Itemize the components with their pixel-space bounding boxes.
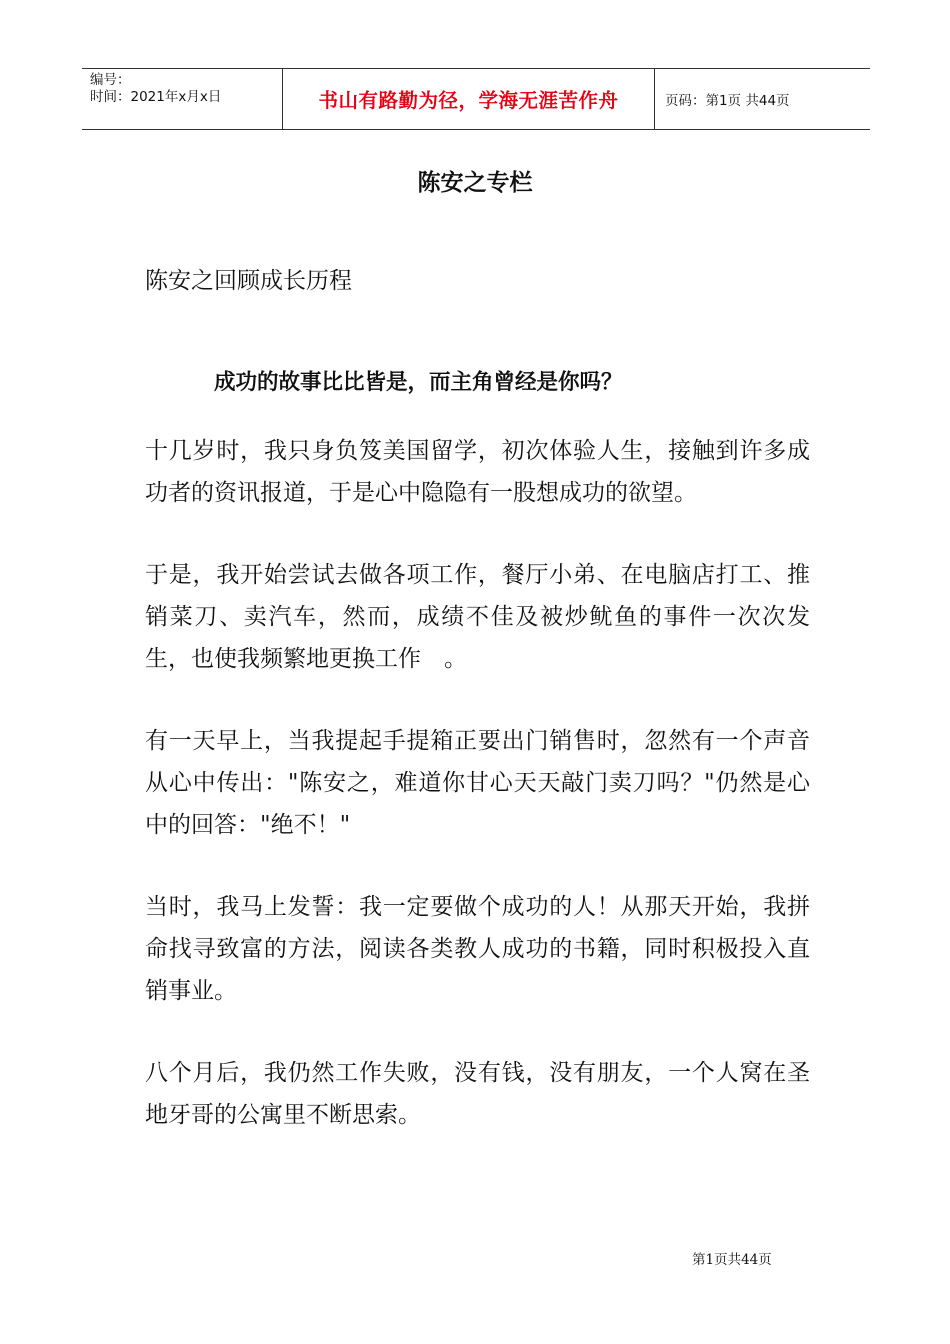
page-header xyxy=(82,68,870,130)
body-paragraph-1: 十几岁时，我只身负笈美国留学，初次体验人生，接触到许多成功者的资讯报道，于是心中隐隐有一股想成功的欲望。 xyxy=(145,438,810,506)
header-motto: 书山有路勤为径，学海无涯苦作舟 xyxy=(282,69,655,129)
document-subtitle: 陈安之回顾成长历程 xyxy=(145,268,352,294)
body-paragraph-2: 于是，我开始尝试去做各项工作，餐厅小弟、在电脑店打工、推销菜刀、卖汽车，然而，成绩不佳及被炒鱿鱼的事件一次次发生，也使我频繁地更换工作 。 xyxy=(145,562,810,672)
header-page-number: 页码：第1页 共44页 xyxy=(665,93,790,109)
header-meta xyxy=(82,69,282,129)
document-body xyxy=(145,430,810,1176)
body-paragraph-4: 当时，我马上发誓：我一定要做个成功的人！从那天开始，我拼命找寻致富的方法，阅读各类教人成功的书籍，同时积极投入直销事业。 xyxy=(145,894,810,1004)
section-heading: 成功的故事比比皆是，而主角曾经是你吗？ xyxy=(214,370,623,395)
body-paragraph-3: 有一天早上，当我提起手提箱正要出门销售时，忽然有一个声音从心中传出："陈安之，难道你甘心天天敲门卖刀吗？"仍然是心中的回答："绝不！" xyxy=(145,728,810,838)
document-date-label: 时间：2021年x月x日 xyxy=(90,89,222,105)
document-title: 陈安之专栏 xyxy=(417,170,533,196)
document-number-label: 编号： xyxy=(90,72,131,88)
page-footer: 第1页共44页 xyxy=(692,1252,772,1268)
body-paragraph-5: 八个月后，我仍然工作失败，没有钱，没有朋友，一个人窝在圣地牙哥的公寓里不断思索。 xyxy=(145,1060,810,1128)
